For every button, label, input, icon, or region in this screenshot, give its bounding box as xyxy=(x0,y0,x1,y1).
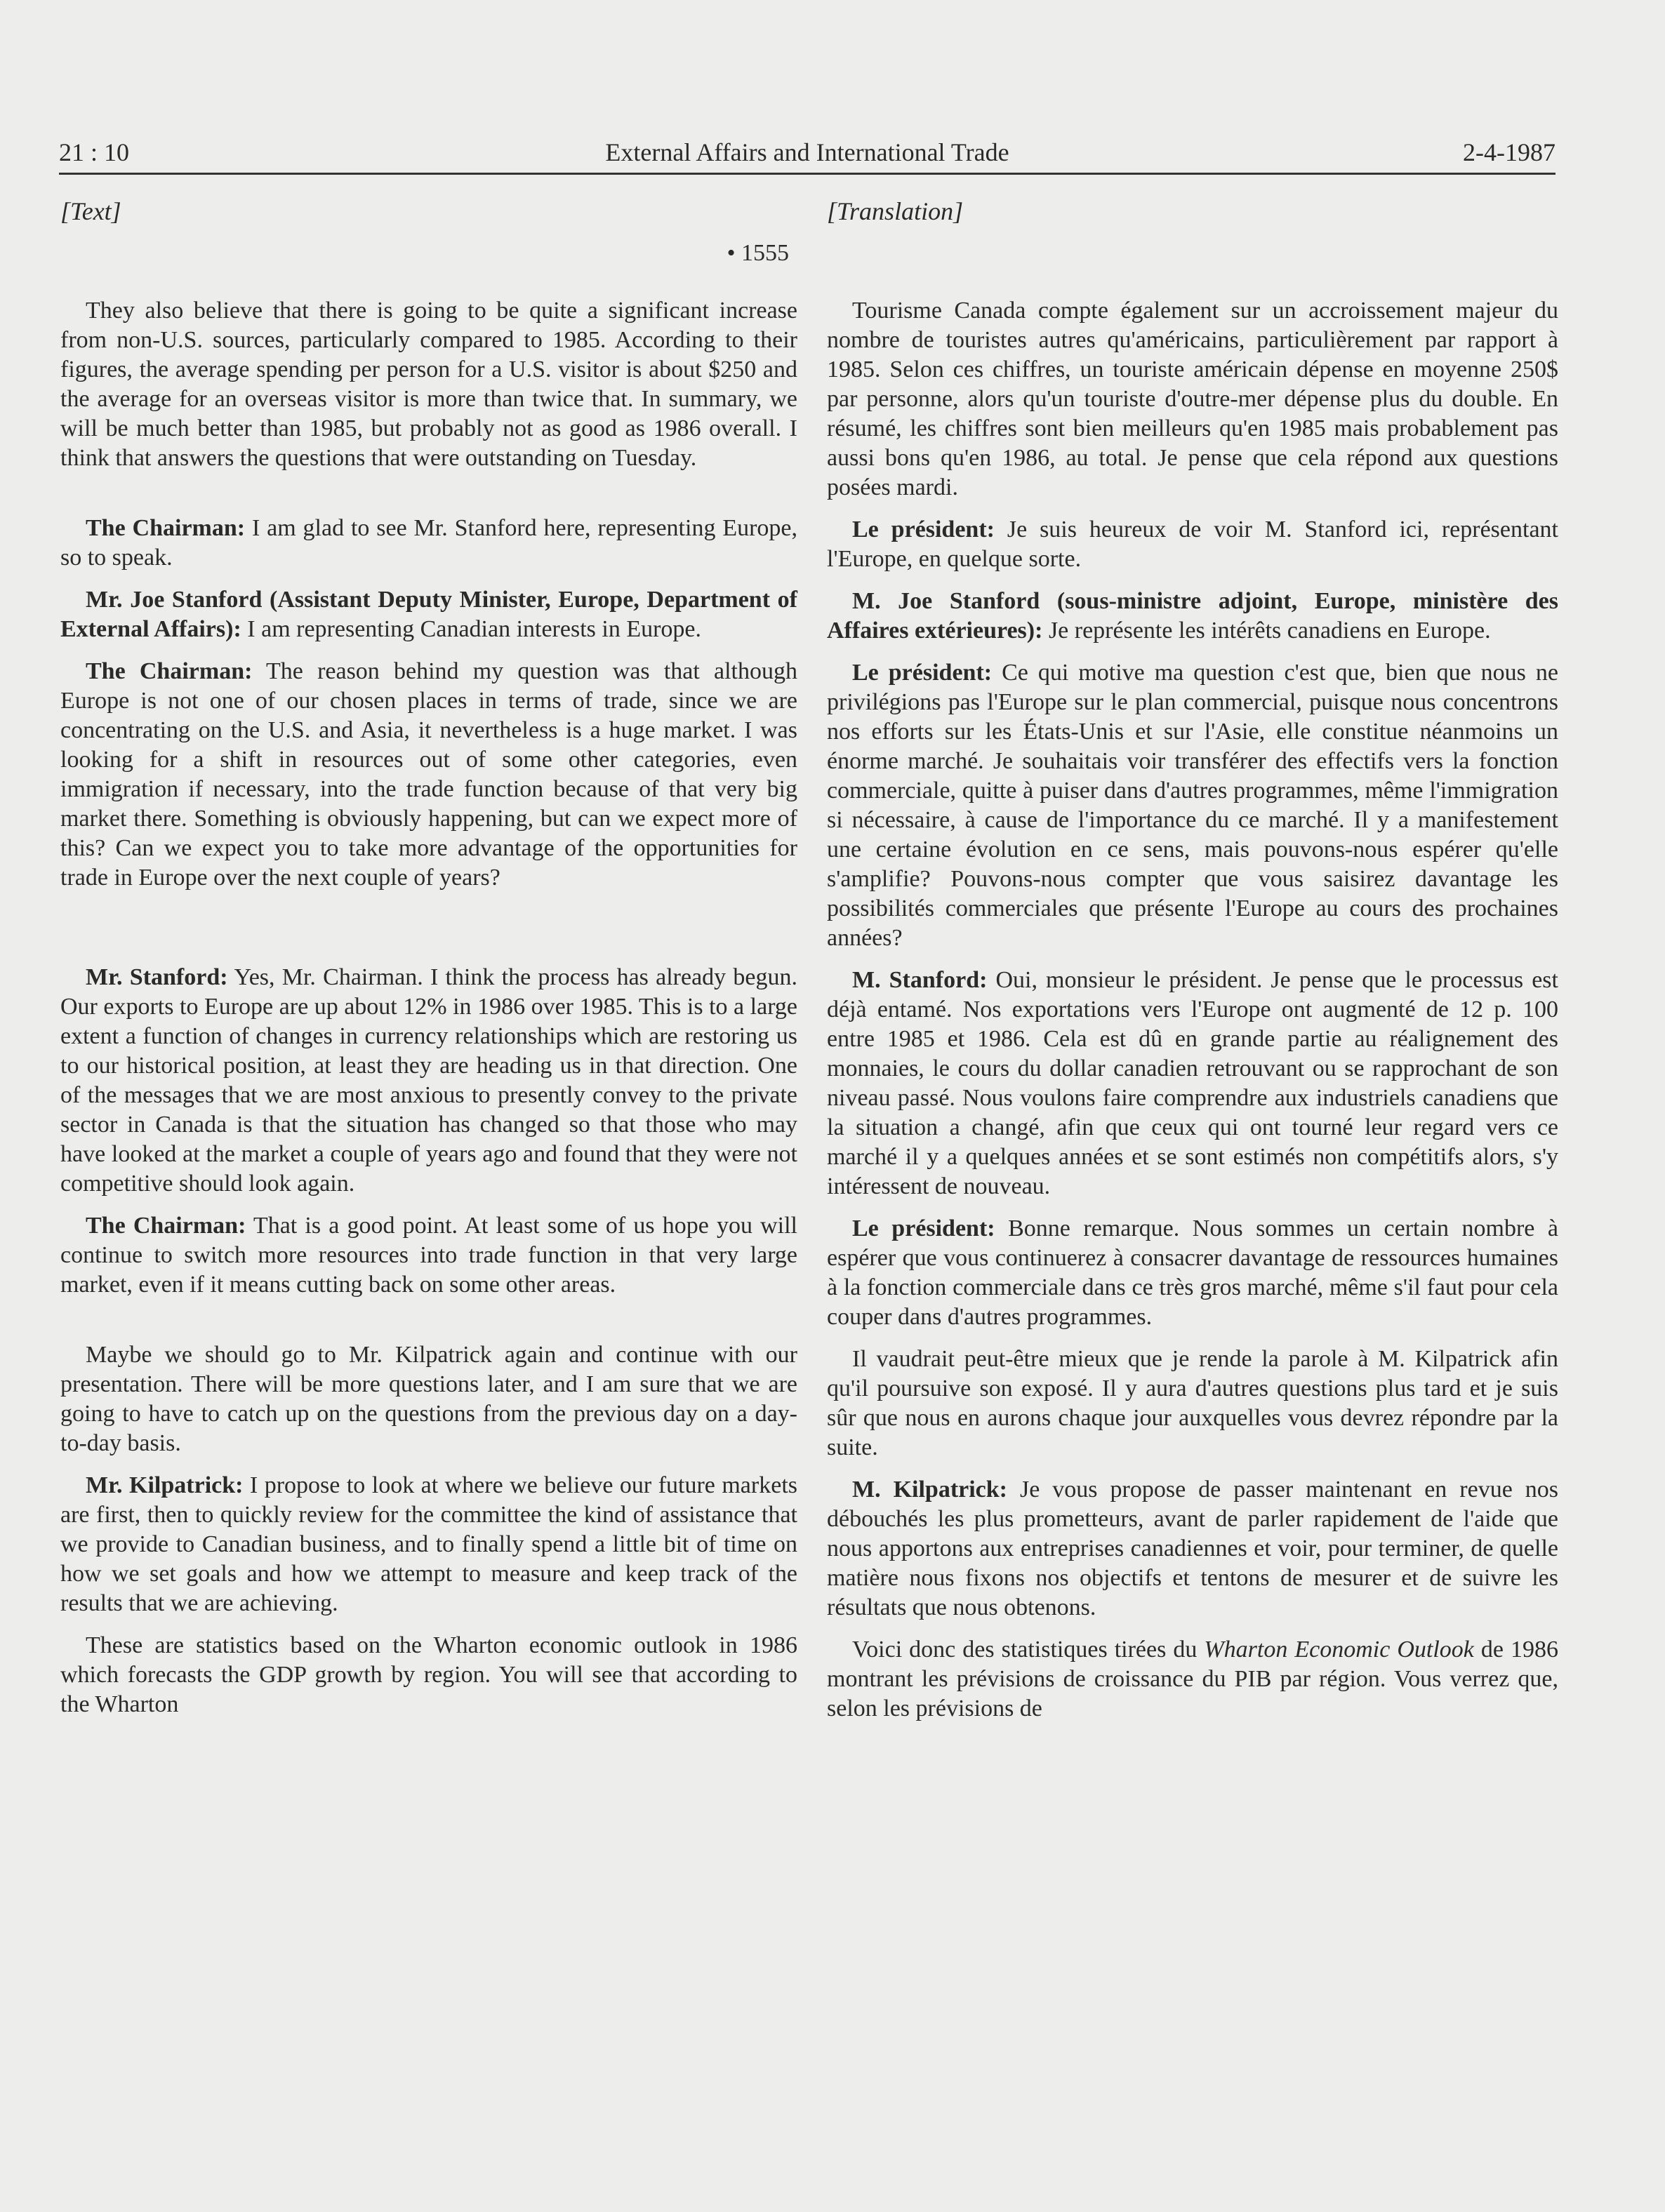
speaker-name: Mr. Stanford: xyxy=(86,964,228,990)
english-column xyxy=(60,196,797,1732)
paragraph xyxy=(60,296,797,473)
paragraph-text: I am glad to see Mr. Stanford here, representing Europe, so to speak. xyxy=(60,515,797,571)
timestamp: • 1555 xyxy=(727,240,789,266)
paragraph xyxy=(60,585,797,644)
speaker-name: Le président: xyxy=(852,1215,995,1241)
paragraph xyxy=(827,1475,1558,1623)
paragraph xyxy=(60,657,797,893)
paragraph-text: Oui, monsieur le président. Je pense que le processus est déjà entamé. Nos exportations vers l'Europe ont augmenté de 12 p. 100 entre 1985 et 1986. Cela est dû en grande partie au réalignement des monnaies, le cours du dollar canadien retrouvant ou se rapprochant de son niveau passé. Nous voulons faire comprendre aux industriels canadiens que la situation a changé, afin que ceux qui ont tourné leur regard vers ce marché il y a quelques années et se sont estimés non compétitifs alors, s'y intéressent de nouveau. xyxy=(827,967,1558,1199)
timestamp-spacer xyxy=(827,239,1550,268)
paragraph xyxy=(60,1471,797,1618)
paragraph xyxy=(60,1340,797,1458)
paragraph-text: These are statistics based on the Wharton economic outlook in 1986 which forecasts the GDP growth by region. You will see that according to the Wharton xyxy=(60,1632,797,1717)
paragraph xyxy=(60,1631,797,1719)
page-number: 21 : 10 xyxy=(59,138,130,166)
paragraph xyxy=(60,963,797,1199)
paragraph xyxy=(827,515,1558,574)
speaker-name: M. Joe Stanford (sous-ministre adjoint, Europe, ministère des Affaires extérieures): xyxy=(827,588,1558,644)
speaker-name: M. Stanford: xyxy=(852,967,988,993)
paragraph-text: They also believe that there is going to be quite a significant increase from non-U.S. sources, particularly compared to 1985. According to their figures, the average spending per person for a U.S. visitor is about $250 and the average for an overseas visitor is more than twice that. In summary, we will be much better than 1985, but probably not as good as 1986 overall. I think that answers the questions that were outstanding on Tuesday. xyxy=(60,298,797,471)
paragraph xyxy=(827,1214,1558,1332)
paragraph-text: Ce qui motive ma question c'est que, bien que nous ne privilégions pas l'Europe sur le plan commercial, puisque nous concentrons nos efforts sur les États-Unis et sur l'Asie, elle constitue néanmoins un énorme marché. Je souhaitais voir transférer des effectifs vers la fonction commerciale, quitte à puiser dans d'autres programmes, même l'immigration si nécessaire, à cause de l'importance du ce marché. Il y a manifestement une certaine évolution en ce sens, mais pouvons-nous espérer qu'elle s'amplifie? Pouvons-nous compter que vous saisirez davantage les possibilités commerciales que présente l'Europe au cours des prochaines années? xyxy=(827,660,1558,951)
paragraph-text: Je vous propose de passer maintenant en revue nos débouchés les plus prometteurs, avant de parler rapidement de l'aide que nous apportons aux entreprises canadiennes et voir, pour terminer, de quelle matière nous fixons nos objectifs et tentons de mesurer et de suivre les résultats que nous obtenons. xyxy=(827,1477,1559,1620)
paragraph xyxy=(827,1345,1558,1463)
speaker-name: The Chairman: xyxy=(86,515,246,541)
speaker-name: Le président: xyxy=(852,660,993,686)
paragraph xyxy=(60,1211,797,1300)
page-header xyxy=(59,138,1555,175)
paragraph-text: That is a good point. At least some of us hope you will continue to switch more resources into trade function in that very large market, even if it means cutting back on some other areas. xyxy=(60,1213,797,1298)
speaker-name: The Chairman: xyxy=(86,1213,246,1239)
paragraph-text: Tourisme Canada compte également sur un accroissement majeur du nombre de touristes autres qu'américains, particulièrement par rapport à 1985. Selon ces chiffres, un touriste américain dépense en moyenne 250$ par personne, alors qu'un touriste d'outre-mer dépense plus du double. En résumé, les chiffres sont bien meilleurs qu'en 1985 mais probablement pas aussi bons qu'en 1986, au total. Je pense que cela répond aux questions posées mardi. xyxy=(827,298,1558,500)
paragraph-text: Je suis heureux de voir M. Stanford ici, représentant l'Europe, en quelque sorte. xyxy=(827,517,1558,572)
header-date: 2-4-1987 xyxy=(1463,138,1555,166)
paragraph-text: Bonne remarque. Nous sommes un certain nombre à espérer que vous continuerez à consacrer davantage de ressources humaines à la fonction commerciale dans ce très gros marché, même s'il faut pour cela couper dans d'autres programmes. xyxy=(827,1215,1558,1330)
paragraph xyxy=(827,658,1558,953)
paragraph xyxy=(60,514,797,573)
column-label-translation: [Translation] xyxy=(827,197,964,225)
speaker-name: Le président: xyxy=(852,517,995,542)
paragraph-text: Je représente les intérêts canadiens en Europe. xyxy=(1042,618,1491,644)
speaker-name: Mr. Kilpatrick: xyxy=(86,1472,244,1498)
paragraph xyxy=(827,587,1558,646)
paragraph-text: I am representing Canadian interests in Europe. xyxy=(241,616,702,642)
speaker-name: Mr. Joe Stanford (Assistant Deputy Minister, Europe, Department of External Affairs): xyxy=(60,587,797,642)
paragraph-text: The reason behind my question was that although Europe is not one of our chosen places in terms of trade, since we are concentrating on the U.S. and Asia, it nevertheless is a huge market. I was looking for a shift in resources out of some other categories, even immigration if necessary, into the trade function because of that very big market there. Something is obviously happening, but can we expect more of this? Can we expect you to take more advantage of the opportunities for trade in Europe over the next couple of years? xyxy=(60,658,798,891)
paragraph xyxy=(827,966,1558,1201)
column-label-text: [Text] xyxy=(60,197,121,225)
paragraph-text: Voici donc des statistiques tirées du xyxy=(852,1637,1205,1663)
publication-title: Wharton Economic Outlook xyxy=(1204,1637,1474,1663)
speaker-name: The Chairman: xyxy=(86,658,253,684)
paragraph-text: Yes, Mr. Chairman. I think the process has already begun. Our exports to Europe are up about 12% in 1986 over 1985. This is to a large extent a function of changes in currency relationships which are restoring us to our historical position, at least they are heading us in that direction. One of the messages that we are most anxious to presently convey to the private sector in Canada is that the situation has changed so that those who may have looked at the market a couple of years ago and found that they were not competitive should look again. xyxy=(60,964,797,1197)
paragraph xyxy=(827,296,1558,502)
paragraph-text: de 1986 montrant les prévisions de croissance du PIB par région. Vous verrez que, selon les prévisions de xyxy=(827,1637,1558,1721)
paragraph-text: I propose to look at where we believe our future markets are first, then to quickly review for the committee the kind of assistance that we provide to Canadian business, and to finally spend a little bit of time on how we set goals and how we attempt to measure and keep track of the results that we are achieving. xyxy=(60,1472,797,1616)
paragraph xyxy=(827,1635,1558,1724)
paragraph-text: Il vaudrait peut-être mieux que je rende la parole à M. Kilpatrick afin qu'il poursuive son exposé. Il y aura d'autres questions plus tard et je suis sûr que nous en aurons chaque jour auxquelles vous devrez répondre par la suite. xyxy=(827,1346,1558,1460)
header-title: External Affairs and International Trade xyxy=(605,138,1009,166)
paragraph-text: Maybe we should go to Mr. Kilpatrick again and continue with our presentation. There will be more questions later, and I am sure that we are going to have to catch up on the questions from the previous day on a day-to-day basis. xyxy=(60,1342,797,1456)
french-column xyxy=(827,196,1558,1736)
speaker-name: M. Kilpatrick: xyxy=(852,1477,1008,1503)
